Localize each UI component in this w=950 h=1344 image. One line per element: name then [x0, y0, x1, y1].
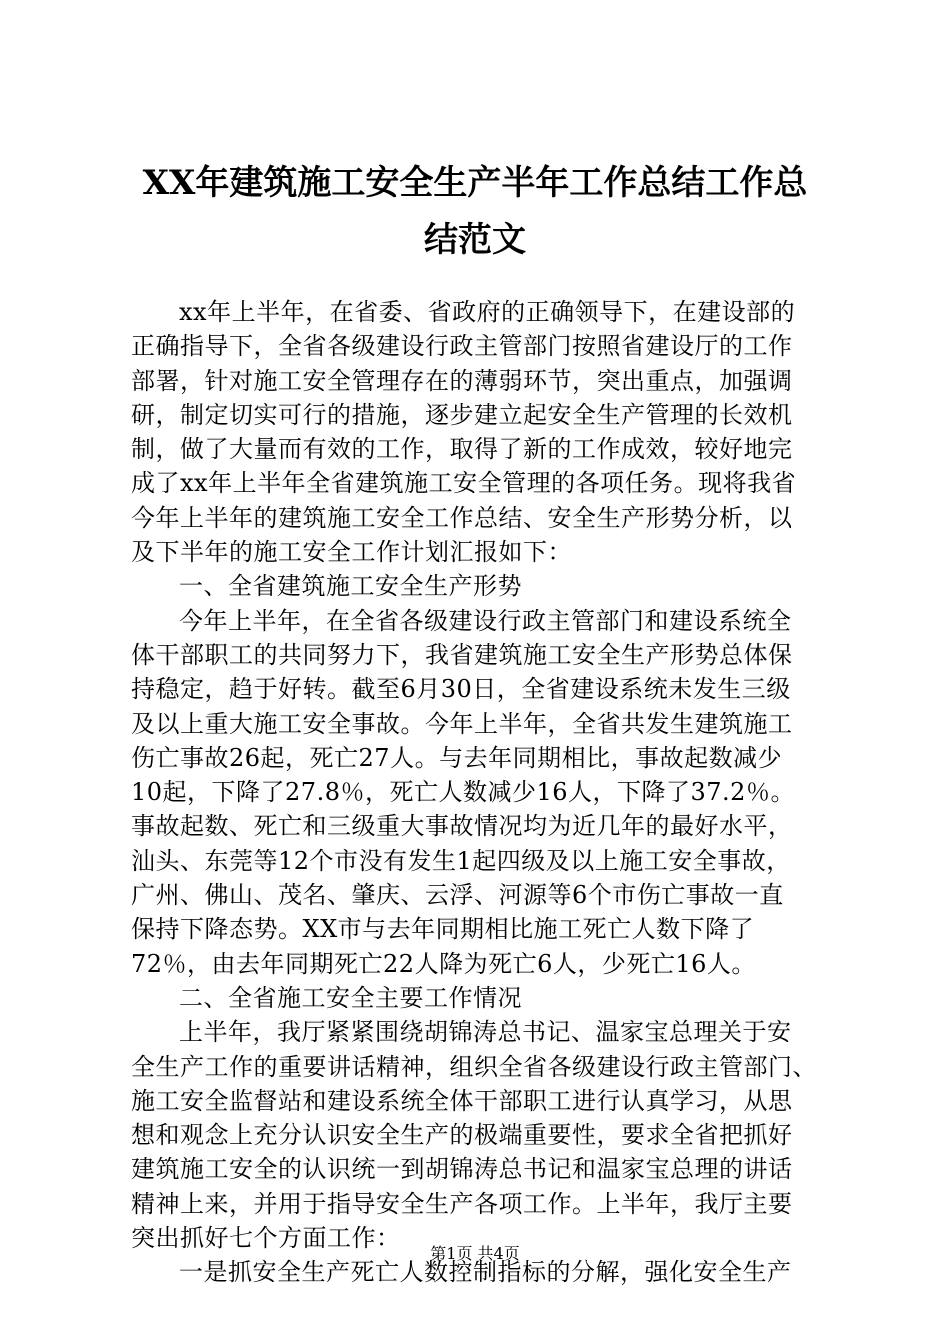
body-line: 制，做了大量而有效的工作，取得了新的工作成效，较好地完	[131, 435, 793, 464]
body-line: 今年上半年的建筑施工安全工作总结、安全生产形势分析，以	[131, 503, 793, 532]
body-line: 汕头、东莞等12个市没有发生1起四级及以上施工安全事故，	[131, 846, 791, 875]
document-title-line-1: XX年建筑施工安全生产半年工作总结工作总	[142, 163, 808, 203]
body-line: 部署，针对施工安全管理存在的薄弱环节，突出重点，加强调	[131, 366, 793, 395]
body-line: 上半年，我厅紧紧围绕胡锦涛总书记、温家宝总理关于安	[179, 1018, 792, 1047]
body-line: 10起，下降了27.8％，死亡人数减少16人，下降了37.2％。	[131, 778, 795, 807]
body-line: 突出抓好七个方面工作：	[131, 1224, 401, 1253]
body-line: 事故起数、死亡和三级重大事故情况均为近几年的最好水平，	[131, 812, 793, 841]
body-line: 成了xx年上半年全省建筑施工安全管理的各项任务。现将我省	[131, 469, 797, 498]
body-line: 伤亡事故26起，死亡27人。与去年同期相比，事故起数减少	[131, 743, 783, 772]
body-line: 一是抓安全生产死亡人数控制指标的分解，强化安全生产	[179, 1258, 792, 1287]
body-line: 正确指导下，全省各级建设行政主管部门按照省建设厅的工作	[131, 332, 793, 361]
body-line: 精神上来，并用于指导安全生产各项工作。上半年，我厅主要	[131, 1189, 793, 1218]
document-title-line-2: 结范文	[424, 220, 526, 260]
body-line: 72％，由去年同期死亡22人降为死亡6人，少死亡16人。	[131, 949, 756, 978]
body-line: 及以上重大施工安全事故。今年上半年，全省共发生建筑施工	[131, 709, 793, 738]
body-line: 研，制定切实可行的措施，逐步建立起安全生产管理的长效机	[131, 400, 793, 429]
body-line: 保持下降态势。XX市与去年同期相比施工死亡人数下降了	[131, 915, 755, 944]
document-body	[131, 295, 851, 1290]
section-heading: 一、全省建筑施工安全生产形势	[179, 572, 522, 601]
body-line: 建筑施工安全的认识统一到胡锦涛总书记和温家宝总理的讲话	[131, 1155, 793, 1184]
body-line: 施工安全监督站和建设系统全体干部职工进行认真学习，从思	[131, 1086, 793, 1115]
body-line: 持稳定，趋于好转。截至6月30日，全省建设系统未发生三级	[131, 675, 791, 704]
body-line: 及下半年的施工安全工作计划汇报如下：	[131, 538, 572, 567]
body-line: 广州、佛山、茂名、肇庆、云浮、河源等6个市伤亡事故一直	[131, 881, 784, 910]
page-footer: 第1页 共4页	[430, 1244, 520, 1263]
body-line: 今年上半年，在全省各级建设行政主管部门和建设系统全	[179, 606, 792, 635]
body-line: 体干部职工的共同努力下，我省建筑施工安全生产形势总体保	[131, 640, 793, 669]
body-line: 全生产工作的重要讲话精神，组织全省各级建设行政主管部门、	[131, 1052, 817, 1081]
body-line: xx年上半年，在省委、省政府的正确领导下，在建设部的	[179, 298, 796, 326]
body-line: 想和观念上充分认识安全生产的极端重要性，要求全省把抓好	[131, 1121, 793, 1150]
section-heading: 二、全省施工安全主要工作情况	[179, 983, 522, 1012]
